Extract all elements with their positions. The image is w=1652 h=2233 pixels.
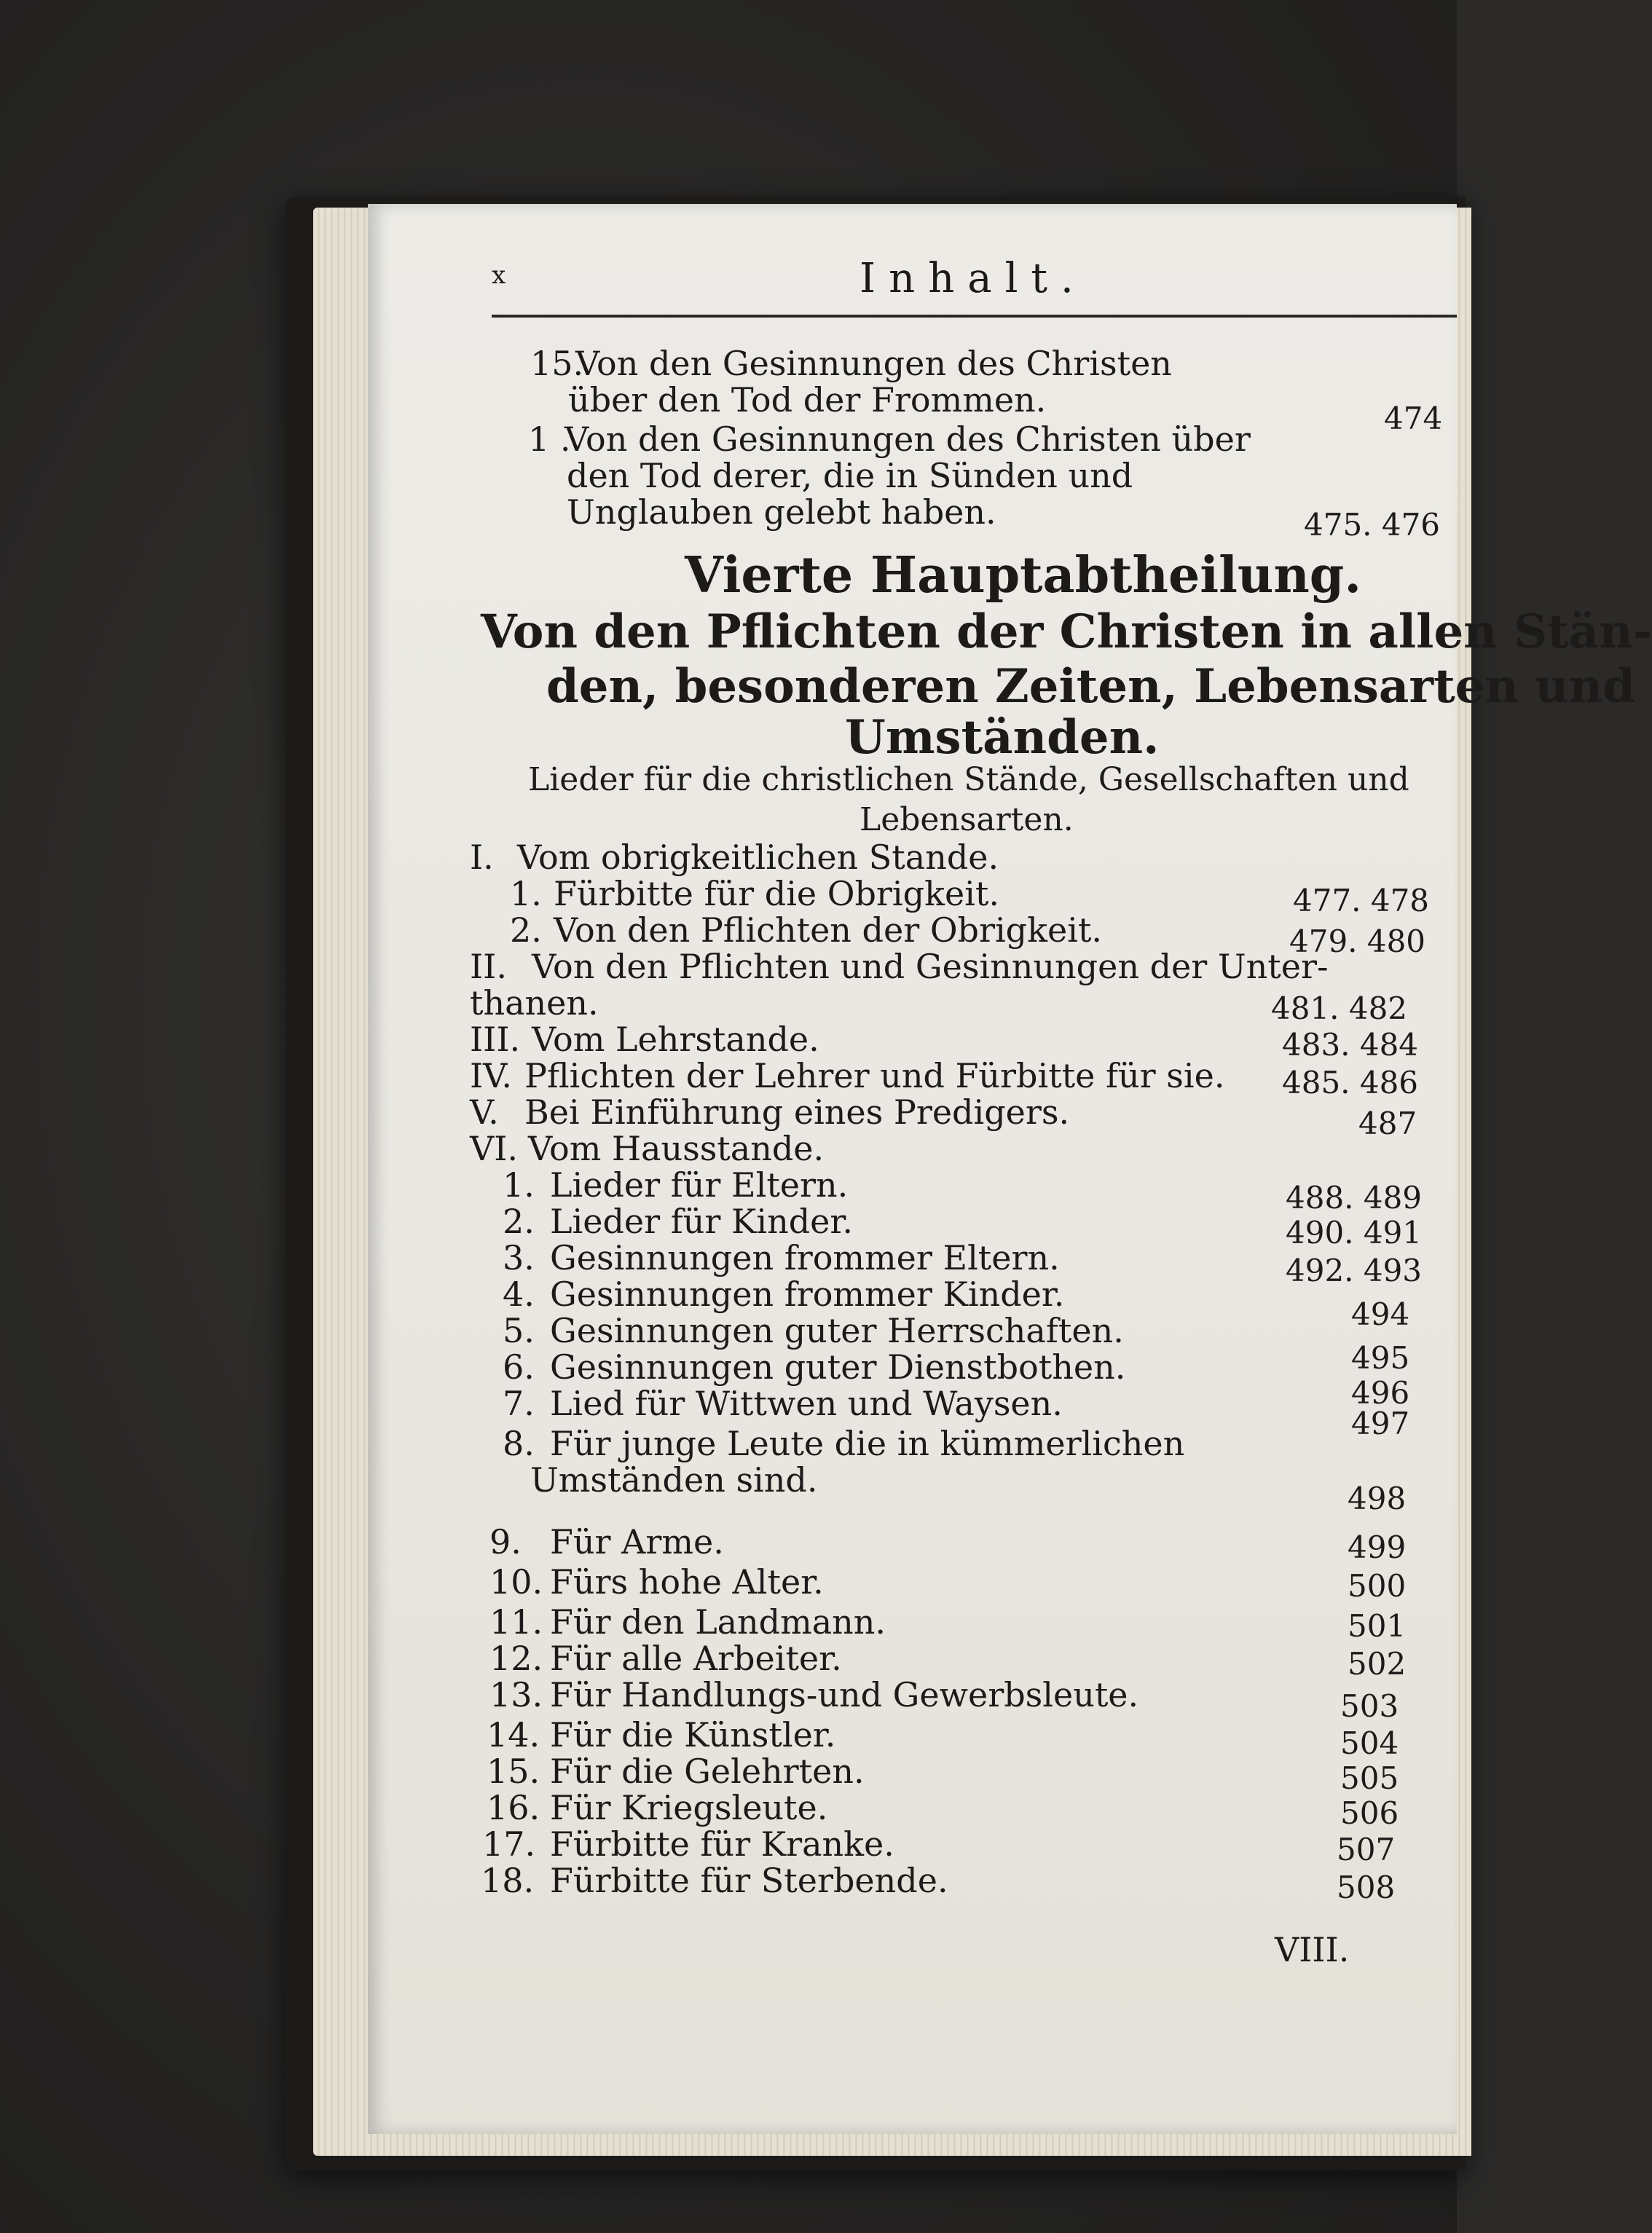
entry-page: 507: [1337, 1832, 1396, 1867]
entry-number: 1.: [510, 874, 542, 913]
entry-text-line: Von den Gesinnungen des Christen: [575, 344, 1172, 383]
entry-page: 506: [1340, 1795, 1399, 1831]
entry-number: 12.: [489, 1639, 543, 1678]
entry-page: 496: [1351, 1375, 1410, 1411]
entry-text: Für Arme.: [550, 1522, 724, 1561]
entry-text: Lied für Wittwen und Waysen.: [550, 1384, 1063, 1423]
entry-page: 485. 486: [1282, 1065, 1419, 1100]
entry-text: Gesinnungen guter Herrschaften.: [550, 1311, 1124, 1350]
entry-page: 502: [1348, 1646, 1407, 1682]
entry-number: 1.: [503, 1165, 535, 1205]
entry-number: 16.: [487, 1788, 540, 1827]
entry-number: 4.: [503, 1275, 535, 1314]
entry-number: 15.: [530, 344, 584, 383]
entry-text: Lieder für Kinder.: [550, 1202, 853, 1241]
entry-page: 479. 480: [1289, 923, 1426, 959]
entry-text: Für die Künstler.: [550, 1715, 836, 1754]
entry-text-line: den Tod derer, die in Sünden und: [567, 456, 1133, 495]
entry-text: Für junge Leute die in kümmerlichen: [550, 1424, 1185, 1463]
entry-text: thanen.: [470, 983, 599, 1023]
entry-number: III.: [470, 1020, 521, 1059]
entry-text: Fürbitte für Kranke.: [550, 1824, 894, 1864]
entry-text: Vom Hausstande.: [528, 1129, 825, 1168]
entry-text: Vom obrigkeitlichen Stande.: [517, 838, 999, 877]
entry-page: 508: [1337, 1870, 1396, 1905]
entry-number: 11.: [489, 1602, 543, 1642]
section-title: Vierte Hauptabtheilung.: [685, 546, 1362, 604]
entry-page: 490. 491: [1286, 1215, 1423, 1251]
entry-text: Umständen sind.: [530, 1460, 818, 1500]
entry-number: 7.: [503, 1384, 535, 1423]
entry-text: Lieder für Eltern.: [550, 1165, 849, 1205]
entry-page: 487: [1358, 1106, 1417, 1141]
entry-page: 503: [1340, 1688, 1399, 1724]
running-title: Inhalt.: [860, 255, 1087, 302]
entry-page: 501: [1348, 1608, 1407, 1644]
entry-page: 481. 482: [1271, 991, 1408, 1026]
entry-number: 2.: [510, 910, 542, 950]
entry-page: 495: [1351, 1340, 1410, 1376]
toc-entry: [0, 1562, 1457, 1606]
entry-page: 499: [1348, 1529, 1407, 1565]
section-intro-line: Lieder für die christlichen Stände, Gesellschaften und: [528, 761, 1409, 798]
header-rule: [492, 315, 1457, 318]
entry-page: 492. 493: [1286, 1253, 1423, 1288]
entry-number: 6.: [503, 1347, 535, 1387]
entry-text: Für Handlungs-und Gewerbsleute.: [550, 1675, 1139, 1714]
toc-entry: [0, 1522, 1457, 1566]
entry-page: 474: [1384, 401, 1443, 436]
toc-entry: [0, 1675, 1457, 1724]
page-number: x: [492, 261, 506, 290]
entry-text: Fürbitte für die Obrigkeit.: [554, 874, 999, 913]
toc-entry: [0, 1384, 1457, 1441]
entry-text: Pflichten der Lehrer und Fürbitte für sie.: [524, 1056, 1225, 1095]
entry-number: 5.: [503, 1311, 535, 1350]
section-subtitle-line: den, besonderen Zeiten, Lebensarten und: [546, 659, 1635, 714]
entry-text: Von den Pflichten der Obrigkeit.: [554, 910, 1103, 950]
entry-page: 504: [1340, 1725, 1399, 1761]
entry-text: Fürs hohe Alter.: [550, 1562, 824, 1602]
toc-entry: [0, 1861, 1457, 1905]
entry-page: 505: [1340, 1760, 1399, 1796]
entry-page: 497: [1351, 1406, 1410, 1441]
entry-number: 10.: [489, 1562, 543, 1602]
entry-number: 13.: [489, 1675, 543, 1714]
entry-text: Gesinnungen frommer Eltern.: [550, 1238, 1060, 1277]
toc-entry: [0, 1460, 1457, 1516]
entry-number: 15.: [487, 1752, 540, 1791]
section-subtitle-line: Umständen.: [845, 710, 1160, 765]
entry-number: 17.: [482, 1824, 536, 1864]
entry-number: 18.: [481, 1861, 535, 1900]
entry-page: 475. 476: [1304, 507, 1441, 543]
entry-number: 1 .: [528, 420, 571, 459]
entry-number: 2.: [503, 1202, 535, 1241]
entry-number: II.: [470, 947, 507, 986]
catchword: VIII.: [1275, 1930, 1350, 1969]
entry-text: Gesinnungen guter Dienstbothen.: [550, 1347, 1126, 1387]
entry-text: Vom Lehrstande.: [532, 1020, 819, 1059]
entry-text: Für die Gelehrten.: [550, 1752, 865, 1791]
entry-text: Gesinnungen frommer Kinder.: [550, 1275, 1065, 1314]
entry-text: Für den Landmann.: [550, 1602, 886, 1642]
running-head: [0, 0, 1457, 313]
entry-text-line: Von den Gesinnungen des Christen über: [565, 420, 1251, 459]
entry-text: Fürbitte für Sterbende.: [550, 1861, 948, 1900]
entry-number: 14.: [487, 1715, 540, 1754]
entry-number: IV.: [470, 1056, 512, 1095]
entry-text: Von den Pflichten und Gesinnungen der Unter-: [532, 947, 1329, 986]
section-subtitle-line: Von den Pflichten der Christen in allen Stän-: [481, 604, 1652, 659]
entry-page: 494: [1351, 1296, 1410, 1332]
entry-number: 9.: [489, 1522, 522, 1561]
entry-text: Für alle Arbeiter.: [550, 1639, 842, 1678]
entry-number: 3.: [503, 1238, 535, 1277]
entry-page: 488. 489: [1286, 1180, 1423, 1216]
entry-text: Bei Einführung eines Predigers.: [524, 1092, 1070, 1132]
section-intro-line: Lebensarten.: [860, 801, 1074, 838]
entry-page: 500: [1348, 1568, 1407, 1604]
entry-text-line: über den Tod der Frommen.: [568, 380, 1047, 420]
entry-number: I.: [470, 838, 494, 877]
entry-number: 8.: [503, 1424, 535, 1463]
entry-number: V.: [470, 1092, 499, 1132]
entry-text-line: Unglauben gelebt haben.: [567, 492, 996, 532]
entry-number: VI.: [470, 1129, 519, 1168]
entry-page: 483. 484: [1282, 1027, 1419, 1063]
entry-page: 498: [1348, 1481, 1407, 1516]
entry-page: 477. 478: [1293, 883, 1430, 918]
entry-text: Für Kriegsleute.: [550, 1788, 828, 1827]
